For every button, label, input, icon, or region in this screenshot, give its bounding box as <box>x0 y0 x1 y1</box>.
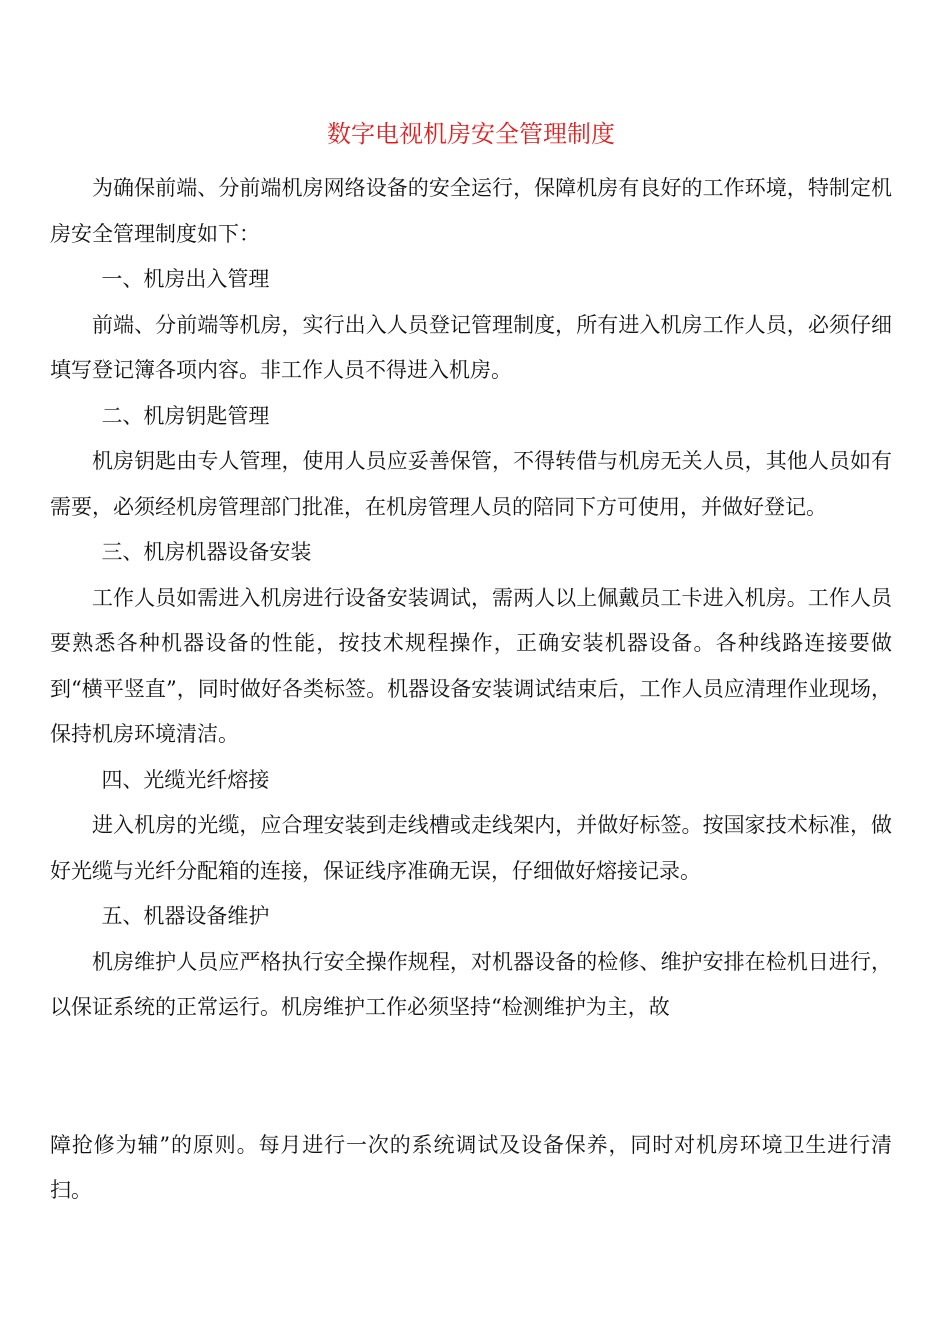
page-break-gap <box>50 1031 892 1123</box>
section-body-5: 机房维护人员应严格执行安全操作规程，对机器设备的检修、维护安排在检机日进行，以保证系统的正常运行。机房维护工作必须坚持“检测维护为主，故 <box>50 949 892 1019</box>
section-body-4: 进入机房的光缆，应合理安装到走线槽或走线架内，并做好标签。按国家技术标准，做好光缆与光纤分配箱的连接，保证线序准确无误，仔细做好熔接记录。 <box>50 813 892 883</box>
section-body-2: 机房钥匙由专人管理，使用人员应妥善保管，不得转借与机房无关人员，其他人员如有需要，必须经机房管理部门批准，在机房管理人员的陪同下方可使用，并做好登记。 <box>50 449 892 519</box>
section-heading-1: 一、机房出入管理 <box>101 267 270 291</box>
intro-paragraph: 为确保前端、分前端机房网络设备的安全运行，保障机房有良好的工作环境，特制定机房安全管理制度如下： <box>50 176 892 246</box>
section-body-5-continuation: 障抢修为辅”的原则。每月进行一次的系统调试及设备保养，同时对机房环境卫生进行清扫。 <box>50 1132 892 1202</box>
section-heading-5: 五、机器设备维护 <box>101 904 270 928</box>
document-page <box>50 116 892 1214</box>
section-heading-4: 四、光缆光纤熔接 <box>101 767 270 792</box>
section-body-3: 工作人员如需进入机房进行设备安装调试，需两人以上佩戴员工卡进入机房。工作人员要熟悉各种机器设备的性能，按技术规程操作，正确安装机器设备。各种线路连接要做到“横平竖直”，同时做好各类标签。机器设备安装调试结束后，工作人员应清理作业现场，保持机房环境清洁。 <box>50 585 892 746</box>
section-heading-2: 二、机房钥匙管理 <box>101 403 270 428</box>
section-heading-3: 三、机房机器设备安装 <box>101 540 312 564</box>
section-body-1: 前端、分前端等机房，实行出入人员登记管理制度，所有进入机房工作人员，必须仔细填写登记簿各项内容。非工作人员不得进入机房。 <box>50 312 892 382</box>
document-title: 数字电视机房安全管理制度 <box>327 120 615 148</box>
